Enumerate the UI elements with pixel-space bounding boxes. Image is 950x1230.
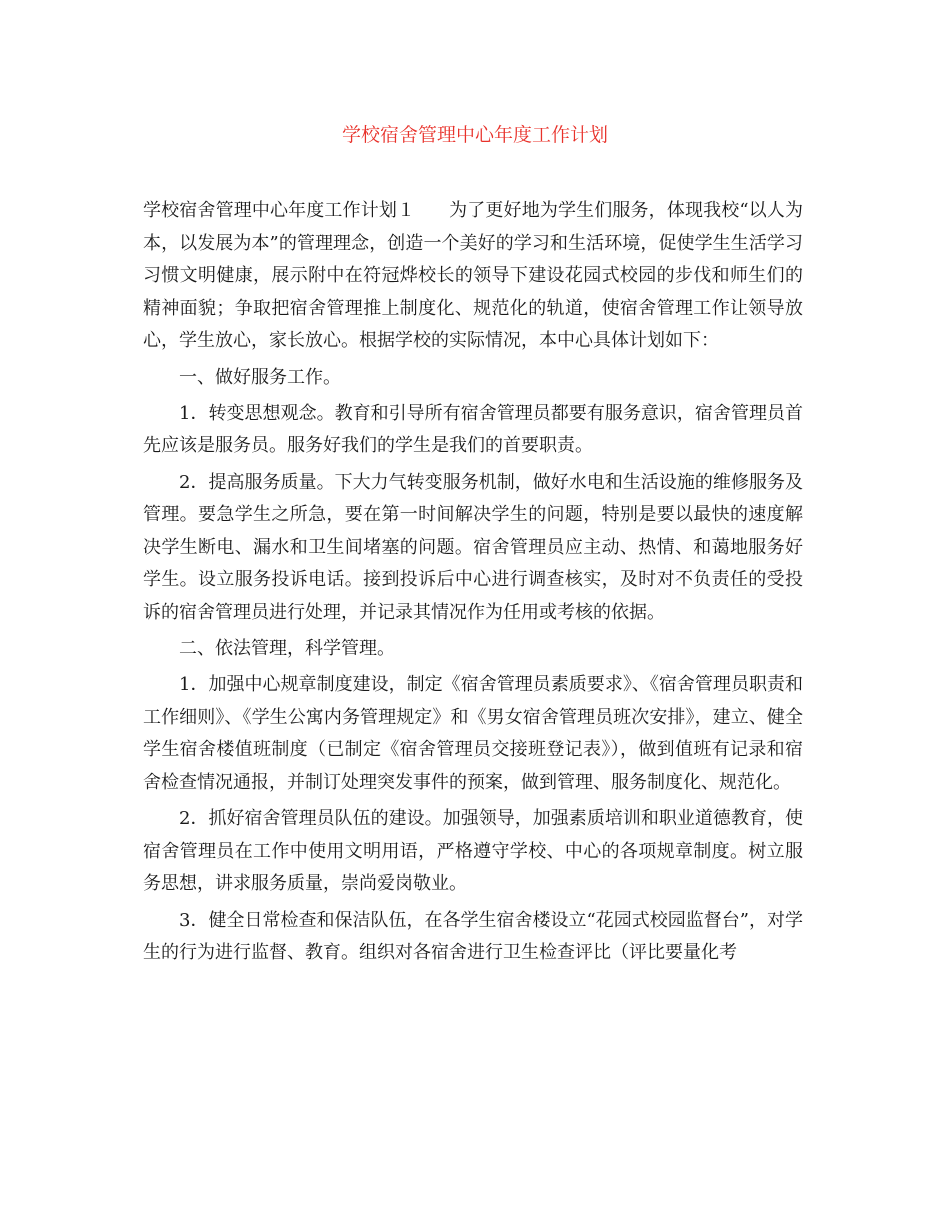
body-paragraph: 3．健全日常检查和保洁队伍，在各学生宿舍楼设立“花园式校园监督台”，对学生的行为进行监督、教育。组织对各宿舍进行卫生检查评比（评比要量化考 <box>143 909 803 964</box>
intro-text: 为了更好地为学生们服务，体现我校“以人为本，以发展为本”的管理理念，创造一个美好的学习和生活环境，促使学生生活学习习惯文明健康，展示附中在符冠烨校长的领导下建设花园式校园的步伐和师生们的精神面貌；争取把宿舍管理推上制度化、规范化的轨道，使宿舍管理工作让领导放心，学生放心，家长放心。根据学校的实际情况，本中心具体计划如下： <box>143 200 804 352</box>
intro-paragraph <box>143 195 803 358</box>
body-paragraph: 2．抓好宿舍管理员队伍的建设。加强领导，加强素质培训和职业道德教育，使宿舍管理员在工作中使用文明用语，严格遵守学校、中心的各项规章制度。树立服务思想，讲求服务质量，崇尚爱岗敬业。 <box>143 808 803 895</box>
document-title: 学校宿舍管理中心年度工作计划 <box>341 124 608 146</box>
section-heading-2: 二、依法管理，科学管理。 <box>179 638 395 660</box>
section-heading-1: 一、做好服务工作。 <box>179 366 341 388</box>
document-body <box>143 195 803 973</box>
body-paragraph: 1．加强中心规章制度建设，制定《宿舍管理员素质要求》、《宿舍管理员职责和工作细则》、《学生公寓内务管理规定》和《男女宿舍管理员班次安排》，建立、健全学生宿舍楼值班制度（已制定《宿舍管理员交接班登记表》），做到值班有记录和宿舍检查情况通报，并制订处理突发事件的预案，做到管理、服务制度化、规范化。 <box>143 674 803 794</box>
body-paragraph: 1．转变思想观念。教育和引导所有宿舍管理员都要有服务意识，宿舍管理员首先应该是服务员。服务好我们的学生是我们的首要职责。 <box>143 402 803 457</box>
intro-lead: 学校宿舍管理中心年度工作计划１ <box>143 200 416 221</box>
body-paragraph: 2．提高服务质量。下大力气转变服务机制，做好水电和生活设施的维修服务及管理。要急学生之所急，要在第一时间解决学生的问题，特别是要以最快的速度解决学生断电、漏水和卫生间堵塞的问题。宿舍管理员应主动、热情、和蔼地服务好学生。设立服务投诉电话。接到投诉后中心进行调查核实，及时对不负责任的受投诉的宿舍管理员进行处理，并记录其情况作为任用或考核的依据。 <box>143 471 803 623</box>
